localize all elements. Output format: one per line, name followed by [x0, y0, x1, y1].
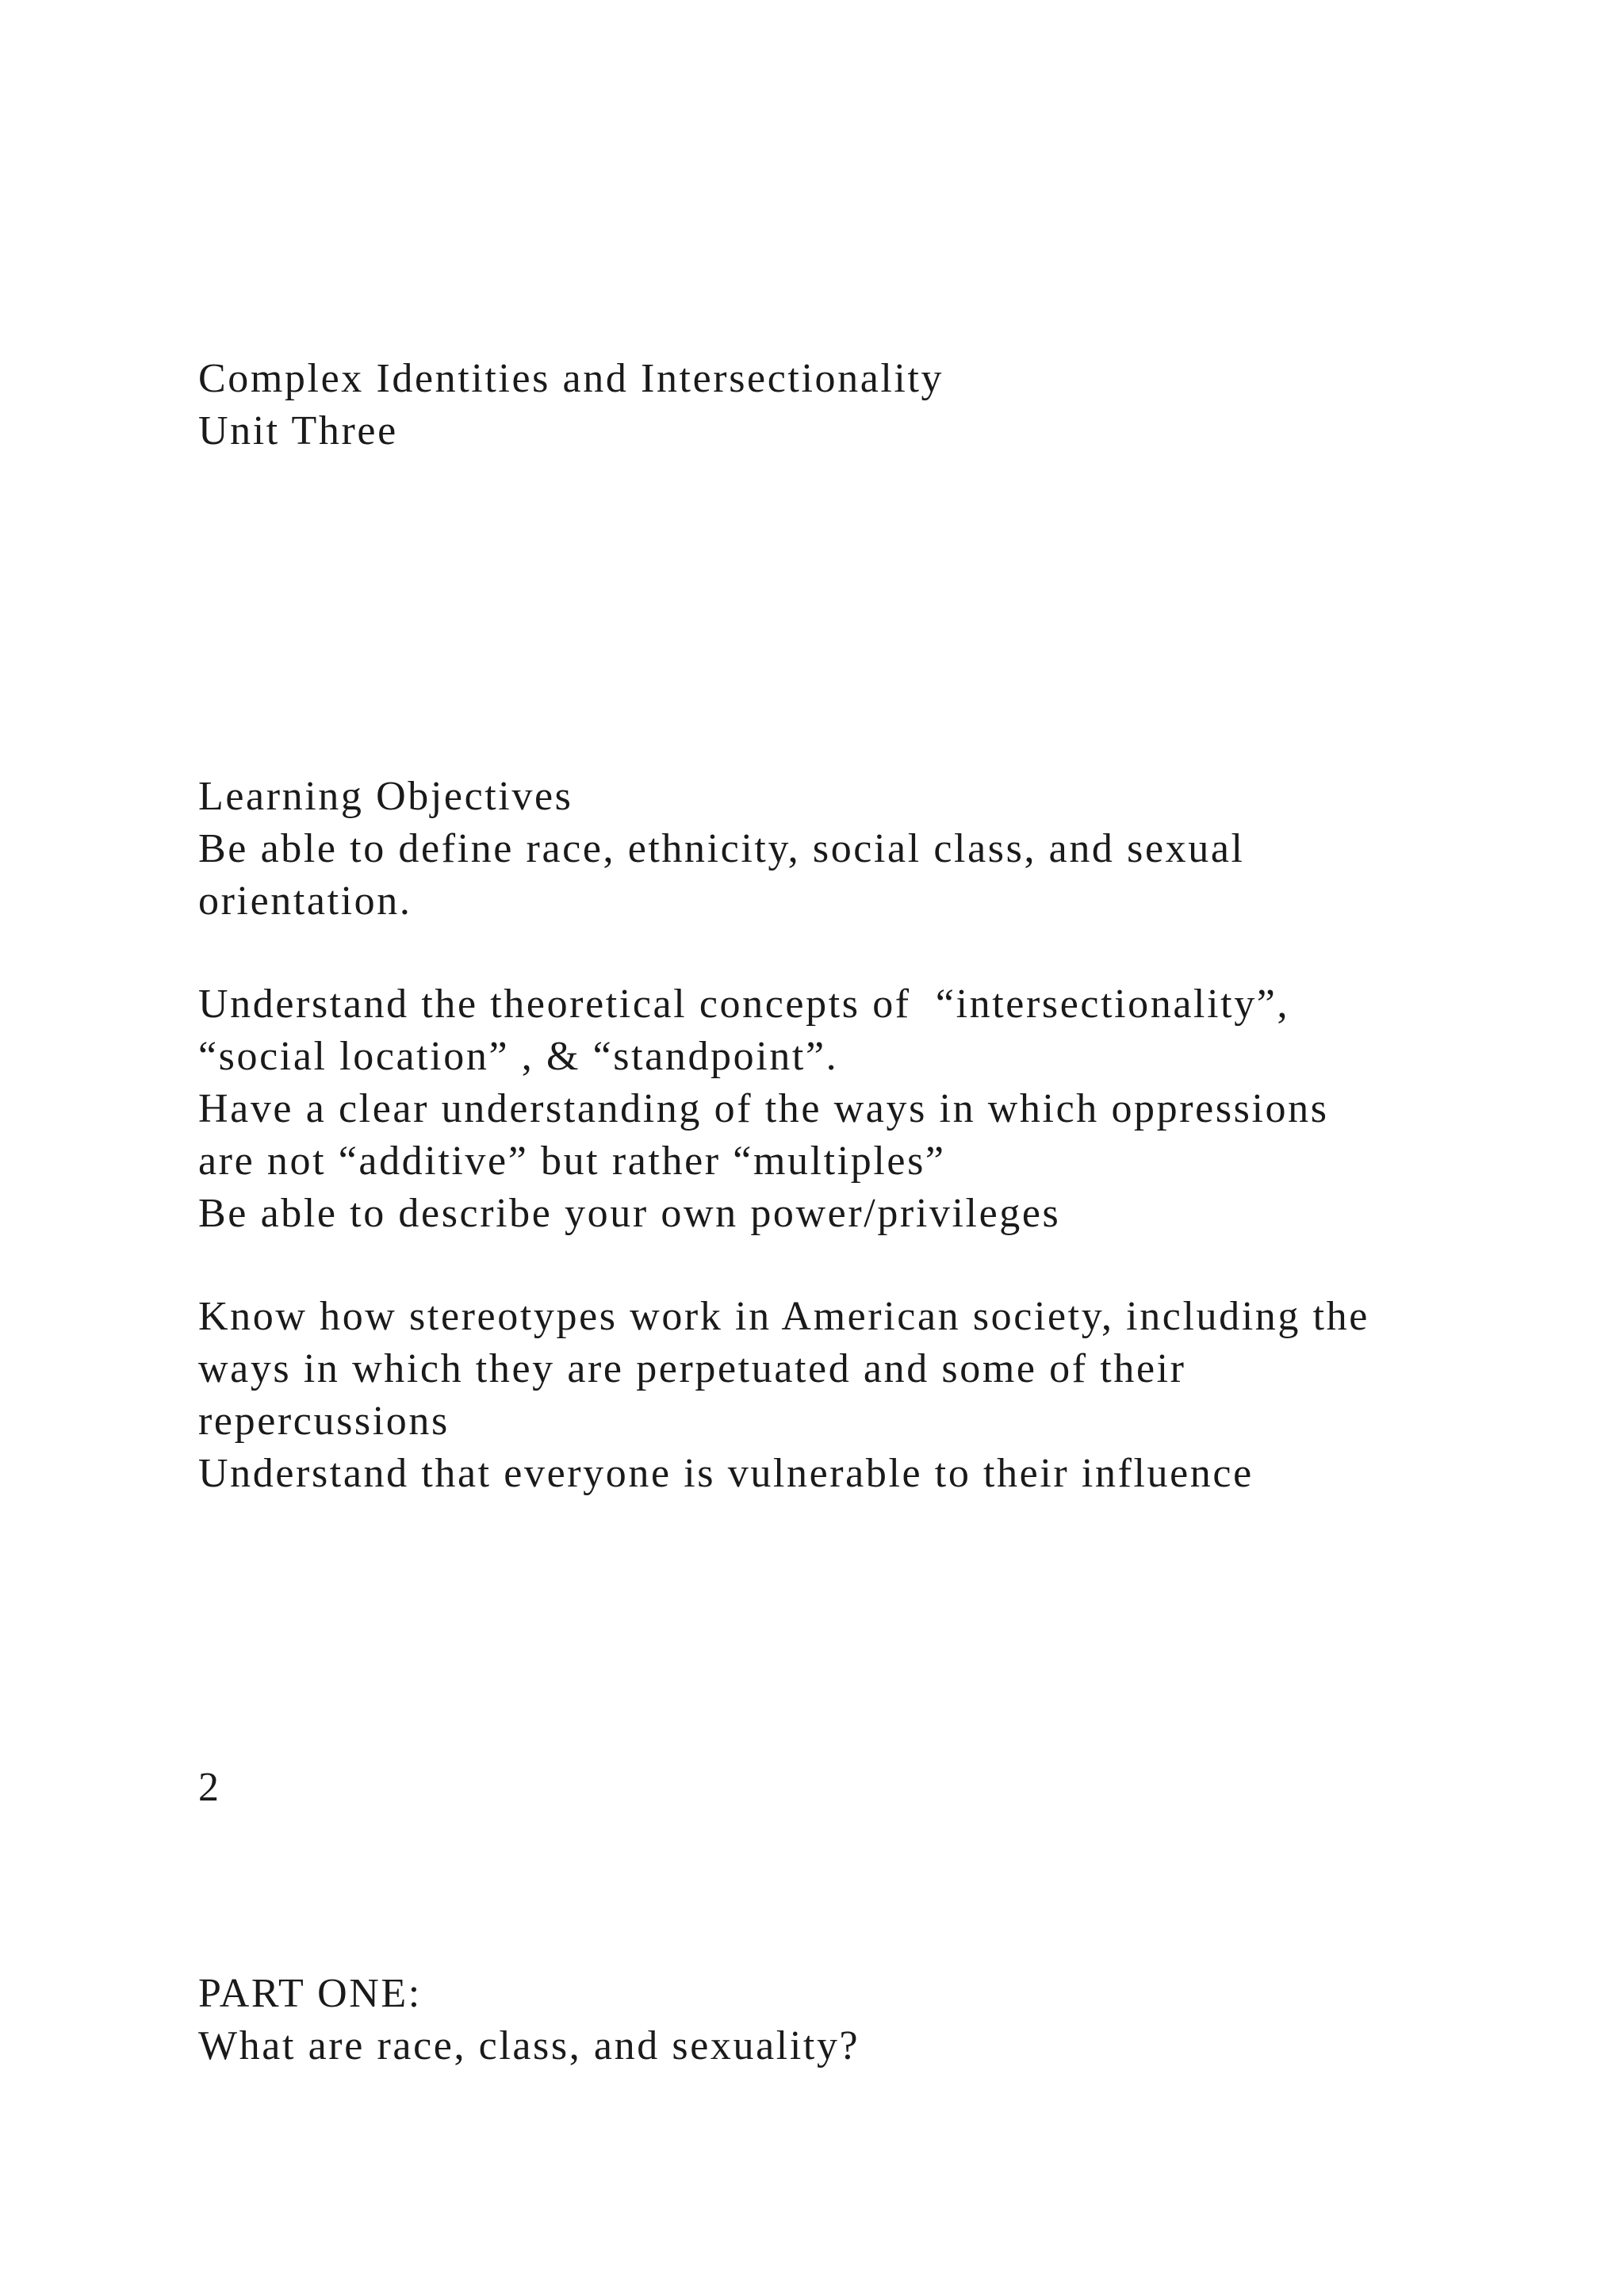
part-one-question: What are race, class, and sexuality?: [198, 2023, 860, 2068]
objective-line: Know how stereotypes work in American society, including the: [198, 1294, 1369, 1339]
objective-line: “social location” , & “standpoint”.: [198, 1034, 839, 1079]
document-title: Complex Identities and Intersectionality: [198, 356, 944, 401]
objective-line: Understand that everyone is vulnerable to their influence: [198, 1451, 1254, 1496]
objective-line: are not “additive” but rather “multiples”: [198, 1138, 946, 1184]
objective-line: repercussions: [198, 1399, 450, 1444]
part-one-heading: PART ONE:: [198, 1971, 422, 2016]
page-number: 2: [198, 1765, 221, 1810]
objective-line: Understand the theoretical concepts of “intersectionality”,: [198, 982, 1290, 1027]
objective-line: Be able to define race, ethnicity, social class, and sexual: [198, 826, 1245, 871]
objective-line: orientation.: [198, 878, 412, 924]
objective-line: ways in which they are perpetuated and some of their: [198, 1346, 1186, 1391]
document-subtitle: Unit Three: [198, 408, 398, 453]
objectives-heading: Learning Objectives: [198, 774, 573, 819]
objective-line: Be able to describe your own power/privileges: [198, 1191, 1061, 1236]
objective-line: Have a clear understanding of the ways in which oppressions: [198, 1086, 1329, 1131]
